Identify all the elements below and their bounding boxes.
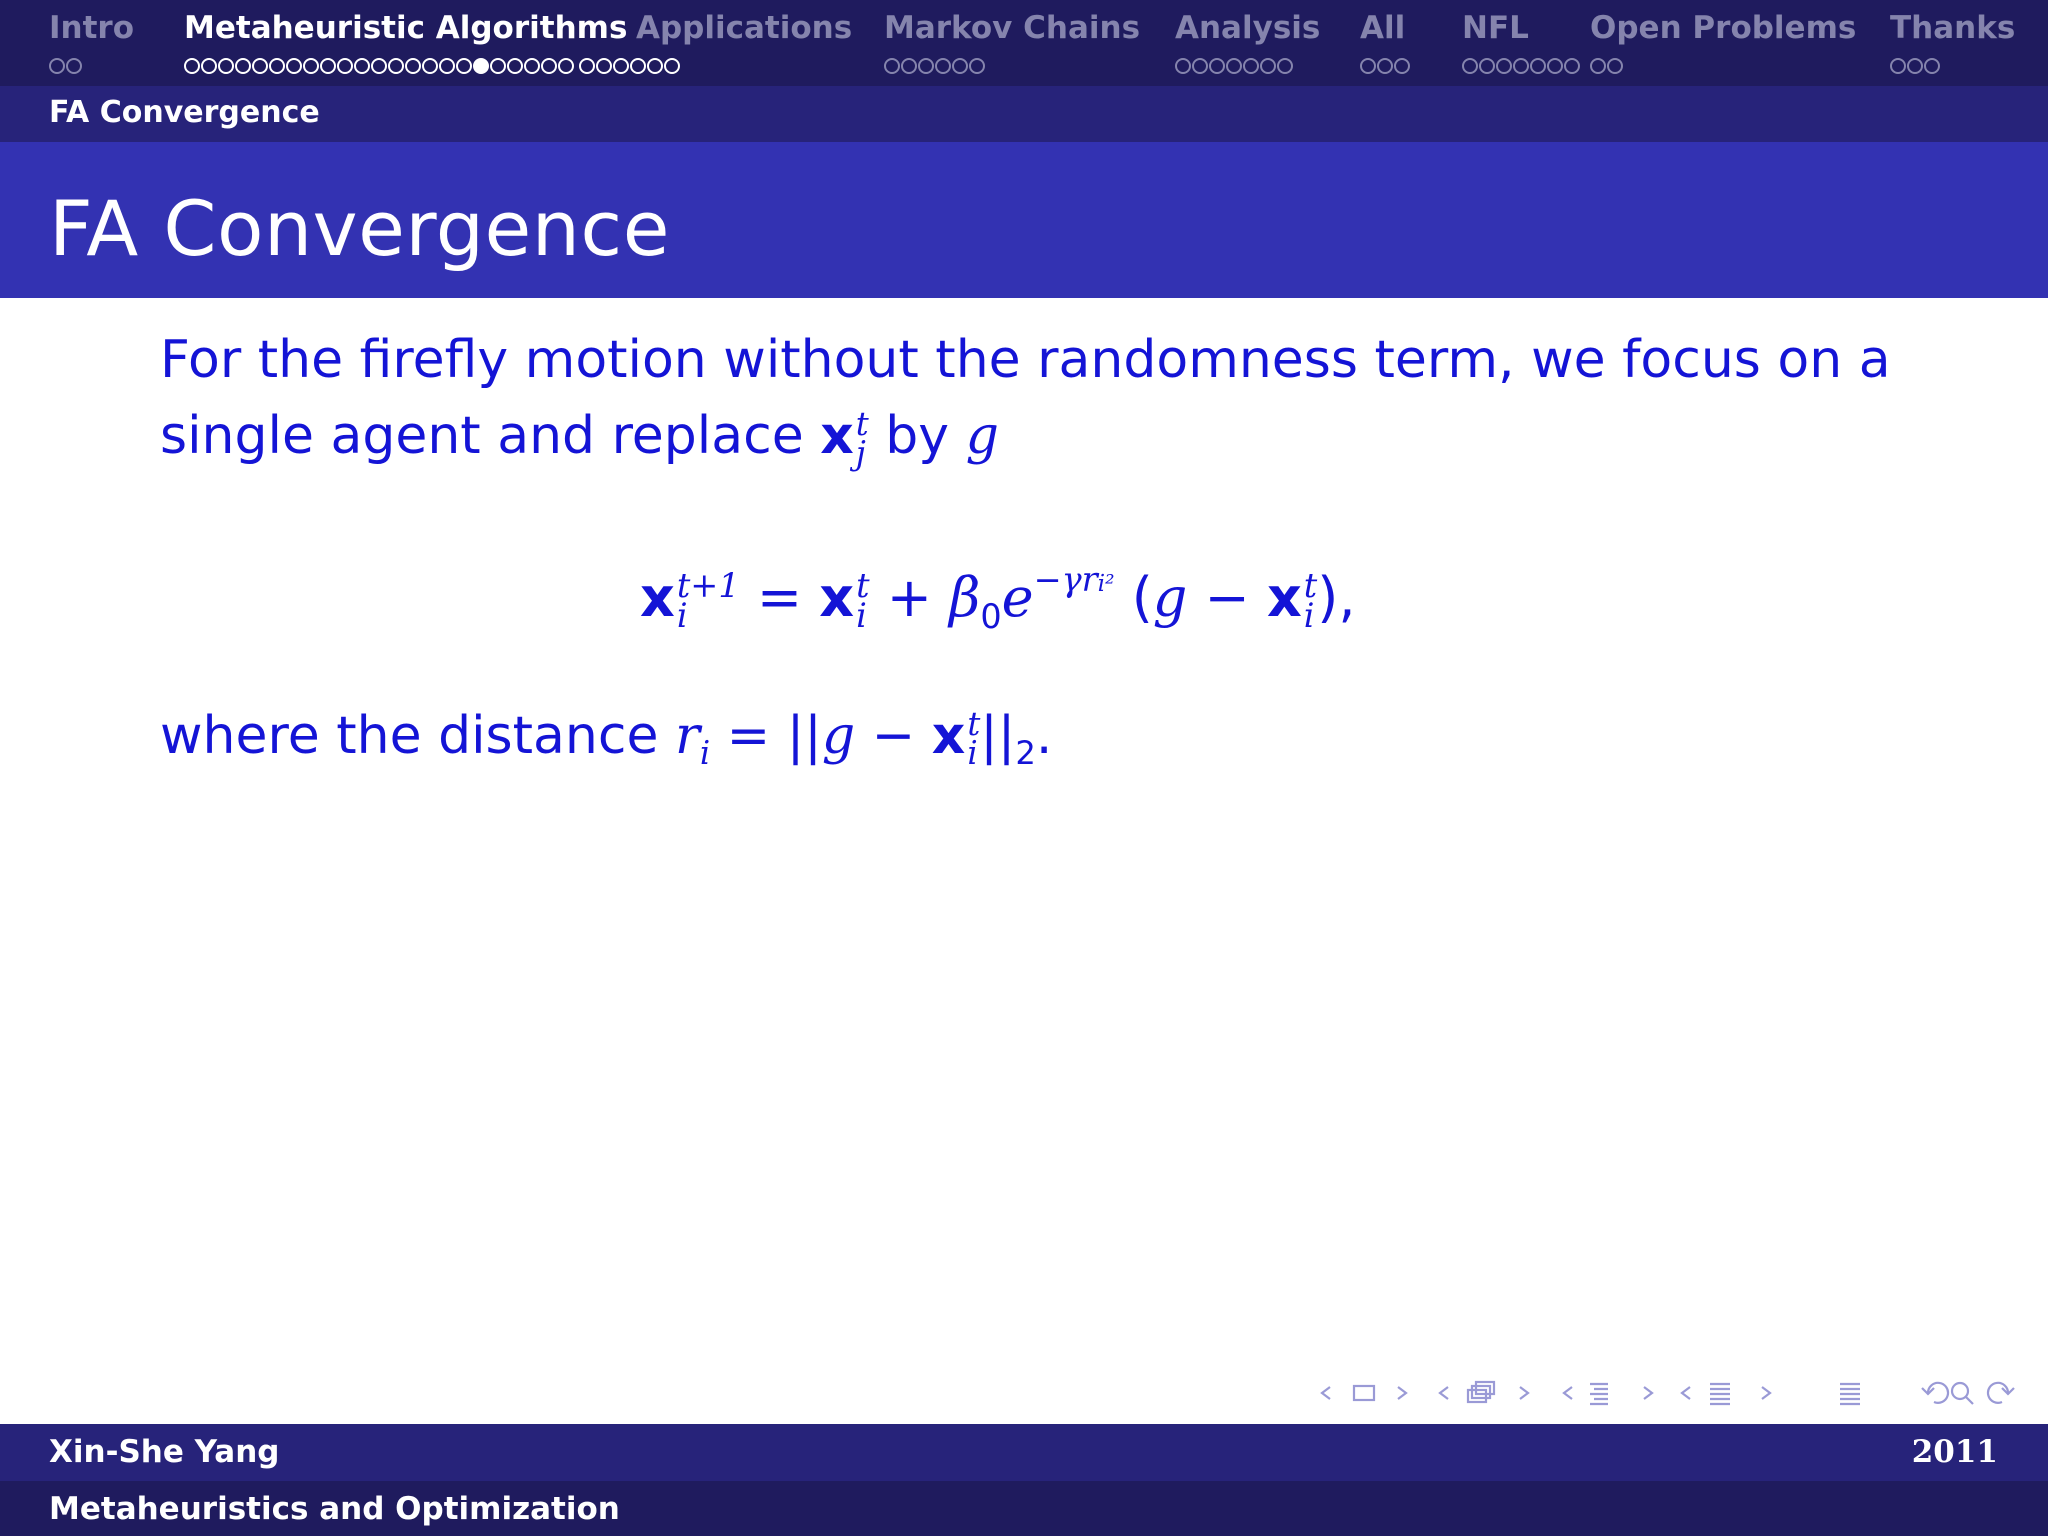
nav-next-icon[interactable] [1762,1387,1770,1399]
nav-frame-dot[interactable] [218,58,234,74]
nav-next-icon[interactable] [1644,1387,1652,1399]
section-icon[interactable] [1840,1384,1860,1404]
nav-section-title[interactable]: Open Problems [1590,10,1857,46]
body-line-3-prefix: where the distance [160,706,675,766]
nav-frame-dot[interactable] [184,58,200,74]
section-navigation [0,0,2048,86]
footer-title: Metaheuristics and Optimization [49,1491,620,1527]
nav-frame-dot[interactable] [388,58,404,74]
redo-icon[interactable] [1988,1383,2014,1403]
undo-icon[interactable] [1922,1383,1948,1403]
nav-frame-dot[interactable] [507,58,523,74]
nav-section-title[interactable]: Metaheuristic Algorithms [184,10,628,46]
nav-frame-dot[interactable] [1260,58,1276,74]
body-line-1-text: For the firefly motion without the randomness term, we focus on a [160,330,1891,390]
nav-section-title[interactable]: NFL [1462,10,1529,46]
nav-frame-dot[interactable] [647,58,663,74]
nav-next-icon[interactable] [1520,1387,1528,1399]
nav-frame-dot[interactable] [1907,58,1923,74]
nav-frame-dot[interactable] [490,58,506,74]
nav-frame-dot[interactable] [405,58,421,74]
nav-frame-dot[interactable] [252,58,268,74]
body-line-2-mid: by [868,406,966,466]
subsection-title[interactable]: FA Convergence [49,95,320,130]
footer-title-bar [0,1481,2048,1536]
nav-frame-dot[interactable] [1243,58,1259,74]
nav-section-title[interactable]: Thanks [1890,10,2016,46]
nav-frame-dot[interactable] [524,58,540,74]
nav-frame-dot[interactable] [579,58,595,74]
nav-section-title[interactable]: Intro [49,10,135,46]
nav-frame-dot[interactable] [303,58,319,74]
math-x-j-t: x [820,406,854,466]
nav-frame-dot[interactable] [884,58,900,74]
nav-frame-dot[interactable] [901,58,917,74]
nav-frame-dot[interactable] [1360,58,1376,74]
nav-section-title[interactable]: Markov Chains [884,10,1141,46]
nav-frame-dot[interactable] [1277,58,1293,74]
nav-frame-dot[interactable] [1226,58,1242,74]
footer-author-bar [0,1424,2048,1481]
nav-section-title[interactable]: Analysis [1175,10,1321,46]
nav-frame-dot[interactable] [1479,58,1495,74]
frame-title: FA Convergence [49,184,670,273]
nav-next-icon[interactable] [1398,1387,1406,1399]
body-line-2-prefix: single agent and replace [160,406,821,466]
nav-frame-dot[interactable] [1890,58,1906,74]
nav-frame-dot[interactable] [918,58,934,74]
search-icon[interactable] [1952,1383,1973,1404]
nav-frame-dot[interactable] [337,58,353,74]
nav-frame-dot[interactable] [1192,58,1208,74]
nav-frame-dot[interactable] [201,58,217,74]
body-line-1 [160,330,1891,390]
frame-title-bar [0,142,2048,298]
nav-frame-dot[interactable] [1547,58,1563,74]
nav-prev-icon[interactable] [1440,1387,1448,1399]
section-icon[interactable] [1710,1384,1730,1404]
nav-prev-icon[interactable] [1322,1387,1330,1399]
nav-frame-dot[interactable] [1564,58,1580,74]
subsection-bar [0,86,2048,142]
nav-frame-dot[interactable] [1209,58,1225,74]
nav-frame-dot[interactable] [66,58,82,74]
footer-year: 2011 [1911,1434,1998,1470]
nav-frame-dot[interactable] [952,58,968,74]
nav-prev-icon[interactable] [1682,1387,1690,1399]
nav-frame-dot[interactable] [630,58,646,74]
nav-frame-dot[interactable] [541,58,557,74]
nav-frame-dot[interactable] [320,58,336,74]
nav-frame-dot[interactable] [664,58,680,74]
body-line-3: where the distance $r_i = ||g - x$ t i $||_2$. [160,705,1053,773]
frame-icon[interactable] [1354,1386,1374,1400]
display-equation: x t+1 i = x t i + $\beta_0e^{-\gamma ri^2}$ (g − x t i ), [640,559,1356,636]
nav-prev-icon[interactable] [1564,1387,1572,1399]
nav-section-title[interactable]: Applications [636,10,853,46]
nav-frame-dot[interactable] [935,58,951,74]
nav-frame-dot[interactable] [613,58,629,74]
nav-frame-dot[interactable] [49,58,65,74]
nav-frame-dot[interactable] [456,58,472,74]
subsection-icon[interactable] [1590,1384,1608,1404]
math-script: t j [855,405,869,472]
nav-frame-dot[interactable] [269,58,285,74]
nav-frame-dot[interactable] [1924,58,1940,74]
footer-author: Xin-She Yang [49,1434,280,1470]
nav-frame-dot[interactable] [1394,58,1410,74]
nav-frame-dot[interactable] [1175,58,1191,74]
nav-section-title[interactable]: All [1360,10,1406,46]
nav-frame-dot[interactable] [473,58,489,74]
nav-frame-dot[interactable] [371,58,387,74]
nav-frame-dot[interactable] [439,58,455,74]
nav-frame-dot[interactable] [1530,58,1546,74]
nav-frame-dot[interactable] [1607,58,1623,74]
nav-frame-dot[interactable] [422,58,438,74]
slides-icon[interactable] [1468,1382,1494,1402]
body-line-2 [160,405,999,472]
nav-frame-dot[interactable] [596,58,612,74]
math-g: g [965,406,999,466]
nav-frame-dot[interactable] [1496,58,1512,74]
nav-frame-dot[interactable] [1513,58,1529,74]
nav-frame-dot[interactable] [235,58,251,74]
navigation-symbols [1310,1375,2030,1415]
nav-frame-dot[interactable] [1462,58,1478,74]
body-line-3-suffix: . [1035,706,1053,766]
nav-frame-dot[interactable] [969,58,985,74]
nav-frame-dot[interactable] [354,58,370,74]
nav-frame-dot[interactable] [1590,58,1606,74]
nav-frame-dot[interactable] [286,58,302,74]
nav-frame-dot[interactable] [1377,58,1393,74]
nav-frame-dot[interactable] [558,58,574,74]
